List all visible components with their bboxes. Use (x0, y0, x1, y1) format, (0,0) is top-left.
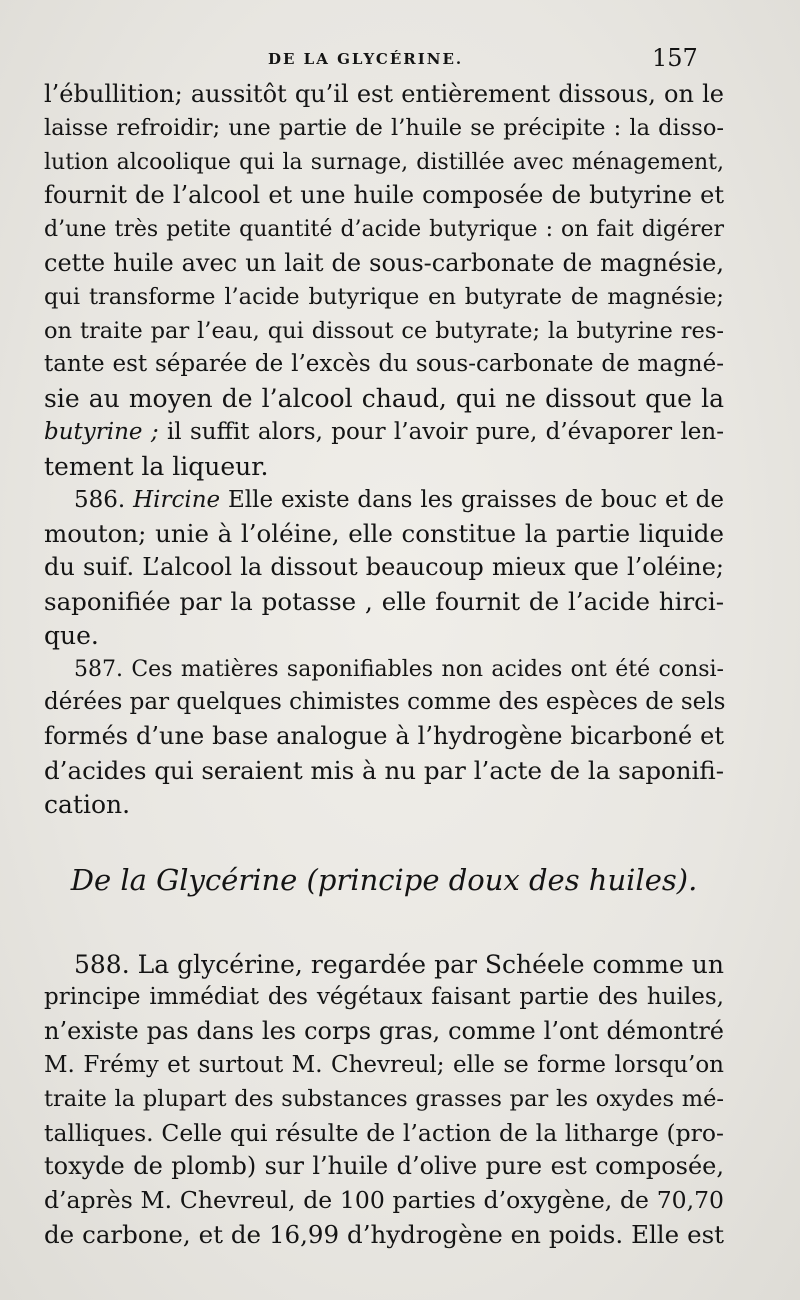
text-line: 588. La glycérine, regardée par Schéele comme un (74, 949, 724, 979)
body-text (44, 78, 724, 1252)
page-number: 157 (652, 44, 698, 72)
paragraph-number: 586. (74, 486, 126, 513)
paragraph-588 (44, 948, 724, 1252)
text-line: tante est séparée de l’excès du sous-carbonate de magné- (44, 351, 724, 378)
text-line: laisse refroidir; une partie de l’huile se précipite : la disso- (44, 114, 724, 141)
running-head: DE LA GLYCÉRINE. (268, 50, 464, 68)
text-line: d’acides qui seraient mis à nu par l’acte de la saponifi- (44, 755, 724, 785)
text-line: 587. Ces matières saponifiables non acides ont été consi- (74, 656, 724, 682)
heading-main: De la Glycérine (70, 862, 298, 897)
paragraph-continuation (44, 78, 724, 484)
italic-term: Hircine (133, 486, 221, 513)
text-line: de carbone, et de 16,99 d’hydrogène en poids. Elle est (44, 1219, 724, 1249)
paragraph-587 (44, 653, 724, 822)
text-fragment: il suffit alors, pour l’avoir pure, d’évaporer len- (158, 418, 724, 445)
text-line: cette huile avec un lait de sous-carbonate de magnésie, (44, 248, 724, 277)
page-header (0, 44, 800, 74)
text-line: M. Frémy et surtout M. Chevreul; elle se forme lorsqu’on (44, 1051, 724, 1078)
text-line: l’ébullition; aussitôt qu’il est entièrement dissous, on le (44, 80, 724, 108)
text-line: tement la liqueur. (44, 451, 269, 481)
text-line (44, 484, 724, 518)
text-line: qui transforme l’acide butyrique en butyrate de magnésie; (44, 283, 724, 310)
heading-sub: (principe doux des huiles). (306, 862, 698, 897)
text-line: sie au moyen de l’alcool chaud, qui ne dissout que la (44, 384, 724, 414)
text-line: formés d’une base analogue à l’hydrogène bicarboné et (44, 722, 724, 751)
text-line: fournit de l’alcool et une huile composée de butyrine et (44, 181, 724, 210)
text-fragment: Elle existe dans les graisses de bouc et de (220, 486, 724, 513)
spacer (44, 902, 724, 948)
text-line: principe immédiat des végétaux faisant partie des huiles, (44, 984, 724, 1011)
spacer (44, 822, 724, 858)
text-line: talliques. Celle qui résulte de l’action de la litharge (pro- (44, 1118, 724, 1147)
italic-term: butyrine ; (44, 418, 159, 445)
text-line: du suif. L’alcool la dissout beaucoup mieux que l’oléine; (44, 553, 724, 582)
text-line: saponifiée par la potasse , elle fournit de l’acide hirci- (44, 586, 724, 616)
text-line: dérées par quelques chimistes comme des espèces de sels (44, 689, 726, 716)
text-line: lution alcoolique qui la surnage, distillée avec ménagement, (44, 149, 724, 175)
text-line (44, 416, 724, 450)
paragraph-586 (44, 484, 724, 653)
text-line: toxyde de plomb) sur l’huile d’olive pure est composée, (44, 1152, 724, 1181)
text-line: d’une très petite quantité d’acide butyrique : on fait digérer (44, 217, 724, 243)
text-line: on traite par l’eau, qui dissout ce butyrate; la butyrine res- (44, 317, 724, 344)
text-line: traite la plupart des substances grasses par les oxydes mé- (44, 1085, 724, 1112)
section-heading (44, 858, 724, 902)
text-line: que. (44, 620, 99, 650)
text-line: cation. (44, 789, 131, 819)
text-line: mouton; unie à l’oléine, elle constitue la partie liquide (44, 519, 724, 549)
text-line: n’existe pas dans les corps gras, comme l’ont démontré (44, 1017, 724, 1046)
text-line: d’après M. Chevreul, de 100 parties d’oxygène, de 70,70 (44, 1186, 724, 1215)
